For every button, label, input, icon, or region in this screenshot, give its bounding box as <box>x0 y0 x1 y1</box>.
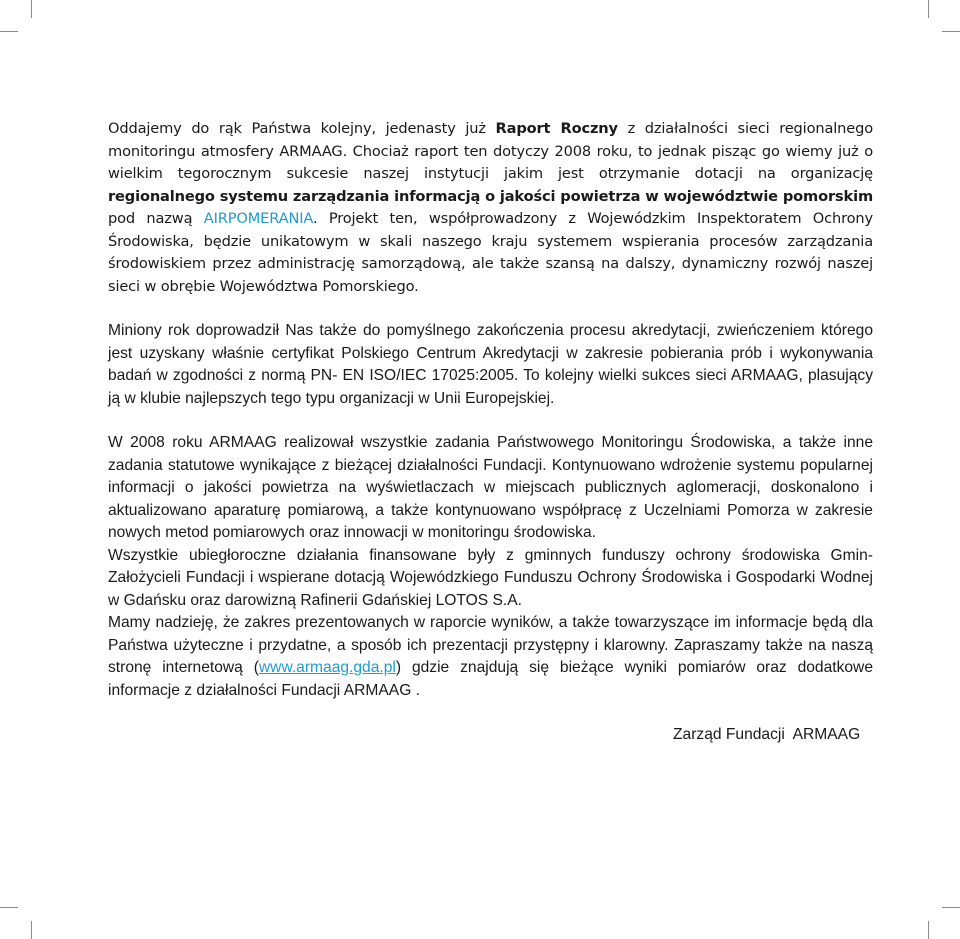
crop-mark-bottom-left-vertical <box>31 921 32 939</box>
activities-text-1: W 2008 roku ARMAAG realizował wszystkie zadania Państwowego Monitoringu Środowiska, a także inne zadania statutowe wynikające z bieżącej działalności Fundacji. Kontynuowano wdrożenie systemu popularnej informacji o jakości powietrza na wyświetlaczach w miejscach publicznych aglomeracji, doskonalono i aktualizowano aparaturę pomiarową, a także kontynuowano współpracę z Uczelniami Pomorza w zakresie nowych metod pomiarowych oraz innowacji w monitoringu środowiska. <box>108 434 873 541</box>
document-body <box>108 118 873 702</box>
regional-system-name: regionalnego systemu zarządzania informacją o jakości powietrza w województwie pomorskim <box>108 187 874 205</box>
website-link[interactable]: www.armaag.gda.pl <box>258 659 396 676</box>
crop-mark-bottom-right-horizontal <box>942 907 960 908</box>
intro-text-1: Oddajemy do rąk Państwa kolejny, jedenasty już <box>108 120 496 137</box>
intro-text-2: z działalności sieci regionalnego monitoringu atmosfery ARMAAG. Chociaż raport ten dotyczy 2008 roku, to jednak pisząc go wiemy już o wielkim tegorocznym sukcesie naszej instytucji jakim jest otrzymanie dotacji na organizację <box>108 120 873 182</box>
crop-mark-top-left-vertical <box>31 0 32 18</box>
accreditation-paragraph: Miniony rok doprowadził Nas także do pomyślnego zakończenia procesu akredytacji, zwieńczeniem którego jest uzyskany właśnie certyfikat Polskiego Centrum Akredytacji w zakresie pobierania prób i wykonywania badań w zgodności z normą PN- EN ISO/IEC 17025:2005. To kolejny wielki sukces sieci ARMAAG, plasujący ją w klubie najlepszych tego typu organizacji w Unii Europejskiej. <box>108 322 873 407</box>
intro-paragraph <box>108 118 873 298</box>
signature: Zarząd Fundacji ARMAAG <box>673 726 861 743</box>
annual-report-title: Raport Roczny <box>495 120 618 137</box>
crop-mark-bottom-right-vertical <box>928 921 929 939</box>
crop-mark-top-right-vertical <box>928 0 929 18</box>
intro-text-3: pod nazwą <box>108 210 204 227</box>
crop-mark-top-right-horizontal <box>942 31 960 32</box>
crop-mark-top-left-horizontal <box>0 31 18 32</box>
activities-paragraph <box>108 432 873 702</box>
airpomerania-name: AIRPOMERANIA <box>203 210 313 227</box>
closing-text-1: Mamy nadzieję, że zakres prezentowanych w raporcie wyników, a także towarzyszące im informacje będą dla Państwa użyteczne i przydatne, a sposób ich prezentacji przystępny i klarowny. Zapraszamy także na naszą stronę internetową ( <box>108 614 873 676</box>
crop-mark-bottom-left-horizontal <box>0 907 18 908</box>
intro-text-4: . Projekt ten, współprowadzony z Wojewódzkim Inspektoratem Ochrony Środowiska, będzie unikatowym w skali naszego kraju systemem wspierania procesów zarządzania środowiskiem przez administrację samorządową, ale także szansą na dalszy, dynamiczny rozwój naszej sieci w obrębie Województwa Pomorskiego. <box>108 210 873 295</box>
funding-text: Wszystkie ubiegłoroczne działania finansowane były z gminnych funduszy ochrony środowiska Gmin-Założycieli Fundacji i wspierane dotacją Wojewódzkiego Funduszu Ochrony Środowiska i Gospodarki Wodnej w Gdańsku oraz darowizną Rafinerii Gdańskiej LOTOS S.A. <box>108 546 873 609</box>
closing-text-2: ) gdzie znajdują się bieżące wyniki pomiarów oraz dodatkowe informacje z działalności Fundacji ARMAAG . <box>108 659 873 699</box>
